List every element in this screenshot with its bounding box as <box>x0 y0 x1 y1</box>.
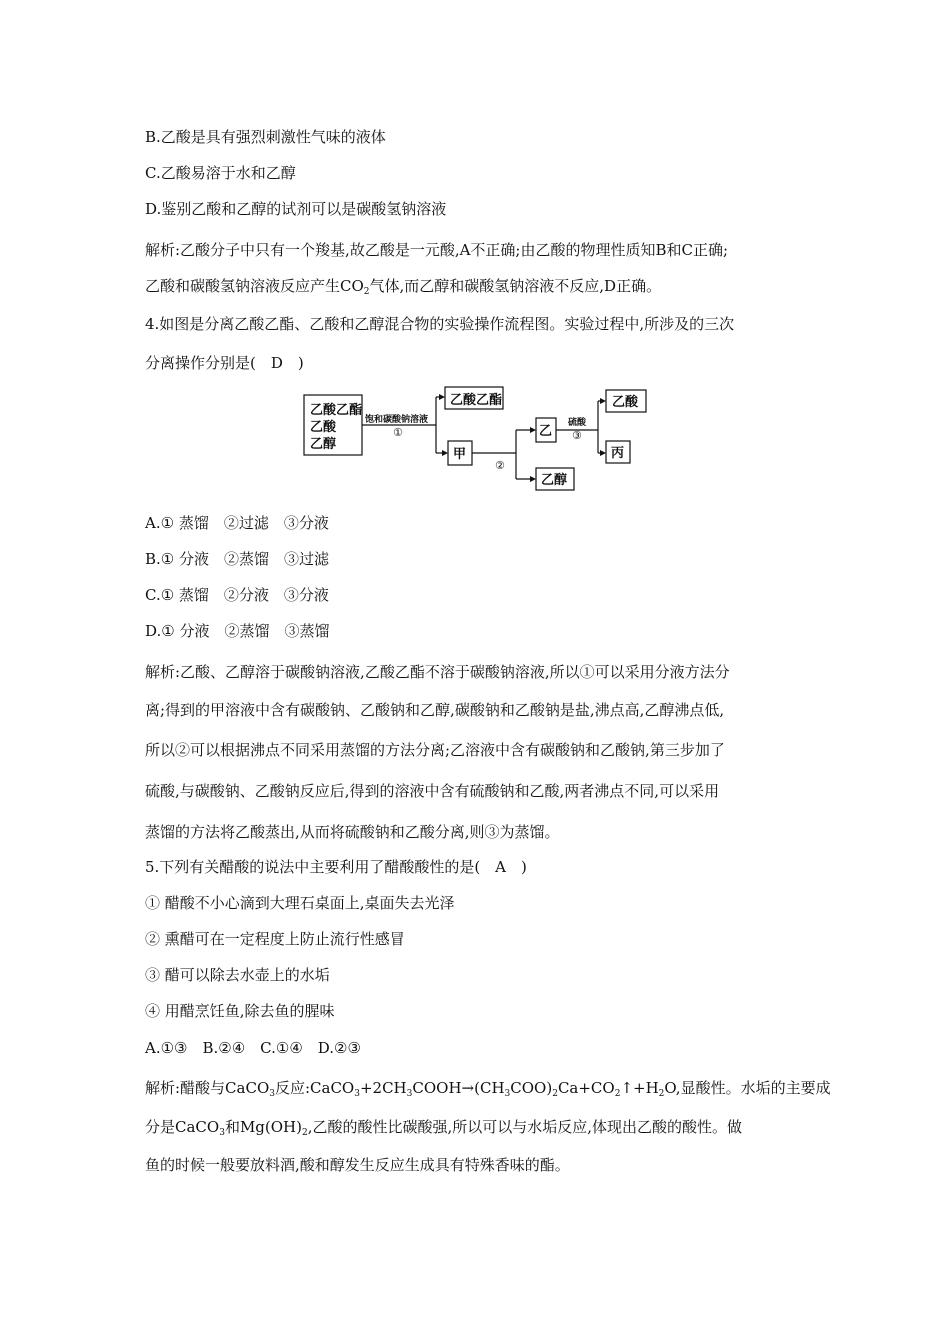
reagent1-label: 饱和碳酸钠溶液 <box>365 415 429 425</box>
q4-analysis-line: 蒸馏的方法将乙酸蒸出,从而将硫酸钠和乙酸分离,则③为蒸馏。 <box>145 823 560 841</box>
arrow-head <box>600 450 606 456</box>
q5-analysis-line2: 分是CaCO$_3$和$Mg(OH)_2$,乙酸的酸性比碳酸强,所以可以与水垢反应,体现出乙酸的酸性。做 <box>145 1118 743 1138</box>
q4-option-c: C.① 蒸馏 ②分液 ③分液 <box>145 586 329 604</box>
acid-label: 乙酸 <box>612 395 639 410</box>
reagent3-label: 硫酸 <box>568 418 587 428</box>
step3-label: ③ <box>572 429 582 442</box>
step1-label: ① <box>393 426 403 439</box>
arrow-head <box>439 394 445 400</box>
q5-item: ② 熏醋可在一定程度上防止流行性感冒 <box>145 930 405 948</box>
q4-stem-line1: 4.如图是分离乙酸乙酯、乙酸和乙醇混合物的实验操作流程图。实验过程中,所涉及的三次 <box>145 315 735 333</box>
arrow-head <box>530 476 536 482</box>
mixture-item: 乙酸乙酯 <box>310 403 363 418</box>
q3-analysis-line2: 乙酸和碳酸氢钠溶液反应产生$CO_2$气体,而乙醇和碳酸氢钠溶液不反应,D正确。 <box>145 277 662 297</box>
q3-option-c: C.乙酸易溶于水和乙醇 <box>145 164 296 182</box>
bing-label: 丙 <box>611 446 625 461</box>
q4-analysis-line: 所以②可以根据沸点不同采用蒸馏的方法分离;乙溶液中含有碳酸钠和乙酸钠,第三步加了 <box>145 741 725 759</box>
q5-stem: 5.下列有关醋酸的说法中主要利用了醋酸酸性的是( A ) <box>145 858 527 876</box>
mixture-item: 乙醇 <box>310 437 337 452</box>
jia-label: 甲 <box>453 447 467 462</box>
ethanol-label: 乙醇 <box>541 473 568 488</box>
q5-item: ① 醋酸不小心滴到大理石桌面上,桌面失去光泽 <box>145 894 455 912</box>
q4-stem-line2: 分离操作分别是( D ) <box>145 354 304 372</box>
q5-item: ③ 醋可以除去水壶上的水垢 <box>145 966 330 984</box>
q3-option-d: D.鉴别乙酸和乙醇的试剂可以是碳酸氢钠溶液 <box>145 200 447 218</box>
q3-analysis-line1: 解析:乙酸分子中只有一个羧基,故乙酸是一元酸,A不正确;由乙酸的物理性质知B和C正确; <box>145 241 729 259</box>
yi-label: 乙 <box>539 424 553 439</box>
ester-label: 乙酸乙酯 <box>450 393 503 408</box>
step2-label: ② <box>495 459 505 472</box>
arrow-head <box>442 450 448 456</box>
q4-option-a: A.① 蒸馏 ②过滤 ③分液 <box>145 514 329 532</box>
separation-flowchart <box>300 383 660 495</box>
q4-analysis-line: 离;得到的甲溶液中含有碳酸钠、乙酸钠和乙醇,碳酸钠和乙酸钠是盐,沸点高,乙醇沸点低, <box>145 701 725 719</box>
q4-analysis-line: 解析:乙酸、乙醇溶于碳酸钠溶液,乙酸乙酯不溶于碳酸钠溶液,所以①可以采用分液方法分 <box>145 663 730 681</box>
q4-option-d: D.① 分液 ②蒸馏 ③蒸馏 <box>145 622 330 640</box>
q5-item: ④ 用醋烹饪鱼,除去鱼的腥味 <box>145 1002 335 1020</box>
reaction-arrow-icon: → <box>461 1079 475 1097</box>
q5-options: A.①③ B.②④ C.①④ D.②③ <box>145 1039 361 1057</box>
arrow-head <box>530 427 536 433</box>
mixture-item: 乙酸 <box>310 420 337 435</box>
q4-option-b: B.① 分液 ②蒸馏 ③过滤 <box>145 550 330 568</box>
arrow-head <box>600 398 606 404</box>
q5-analysis-line1: 解析:醋酸与CaCO$_3$反应$:CaCO_3+2CH_3COOH\to(CH_3COO)_2Ca+CO_2↑+H_2O$,显酸性。水垢的主要成 <box>145 1079 831 1099</box>
q4-analysis-line: 硫酸,与碳酸钠、乙酸钠反应后,得到的溶液中含有硫酸钠和乙酸,两者沸点不同,可以采用 <box>145 782 720 800</box>
q3-option-b: B.乙酸是具有强烈刺激性气味的液体 <box>145 128 386 146</box>
q5-analysis-line3: 鱼的时候一般要放料酒,酸和醇发生反应生成具有特殊香味的酯。 <box>145 1156 570 1174</box>
